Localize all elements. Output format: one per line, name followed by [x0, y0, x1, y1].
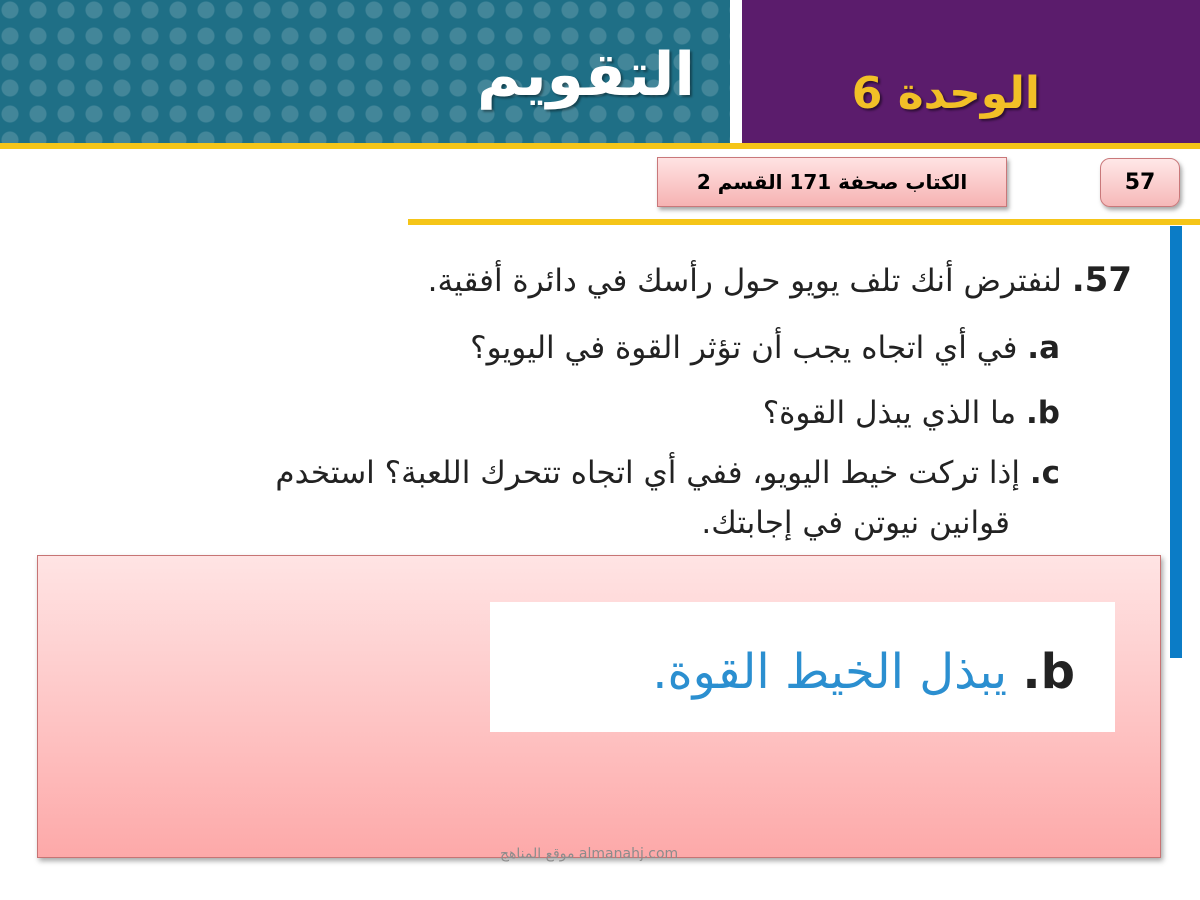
question-part-c — [275, 455, 1060, 491]
part-b-marker: b. — [1026, 395, 1060, 431]
part-b-text: ما الذي يبذل القوة؟ — [762, 395, 1017, 431]
answer-text: يبذل الخيط القوة. — [652, 644, 1008, 700]
part-a-text: في أي اتجاه يجب أن تؤثر القوة في اليويو؟ — [470, 330, 1018, 366]
book-reference-label: الكتاب صحفة 171 القسم 2 — [696, 170, 968, 194]
part-a-marker: a. — [1027, 330, 1060, 366]
part-c-text: إذا تركت خيط اليويو، ففي أي اتجاه تتحرك اللعبة؟ استخدم — [275, 455, 1020, 491]
question-number: 57. — [1071, 260, 1132, 300]
unit-title: الوحدة 6 — [851, 68, 1040, 119]
section-divider — [408, 219, 1200, 225]
answer-marker: b. — [1022, 644, 1075, 700]
watermark: موقع المناهج almanahj.com — [500, 846, 679, 862]
section-title: التقويم — [477, 40, 695, 110]
question-number-badge — [1100, 158, 1180, 207]
question-stem — [428, 260, 1132, 300]
header-underline — [0, 143, 1200, 149]
question-number-label: 57 — [1124, 170, 1156, 195]
book-reference-box — [657, 157, 1007, 207]
header-divider — [730, 0, 742, 143]
question-stem-text: لنفترض أنك تلف يويو حول رأسك في دائرة أفقية. — [427, 263, 1062, 299]
side-accent-bar — [1170, 226, 1182, 658]
question-part-b — [763, 395, 1060, 431]
answer-line — [652, 644, 1075, 700]
question-part-a — [470, 330, 1060, 366]
part-c-marker: c. — [1029, 455, 1060, 491]
question-part-c-continued: قوانين نيوتن في إجابتك. — [701, 505, 1010, 541]
